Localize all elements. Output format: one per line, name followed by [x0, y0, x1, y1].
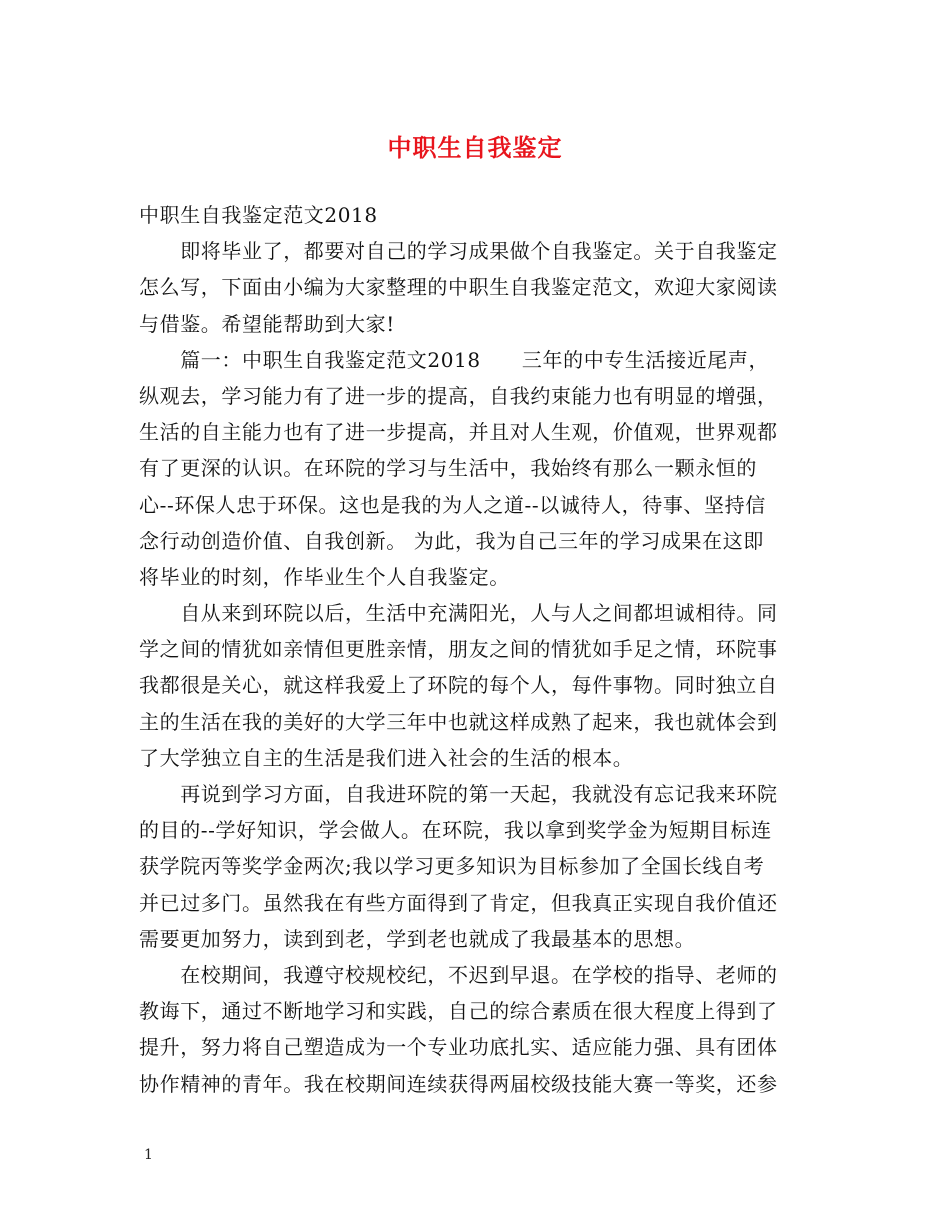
text-line: 有了更深的认识。在环院的学习与生活中，我始终有那么一颗永恒的 — [139, 456, 757, 481]
text-line: 再说到学习方面，自我进环院的第一天起，我就没有忘记我来环院 — [139, 782, 778, 806]
text-line: 获学院丙等奖学金两次;我以学习更多知识为目标参加了全国长线自考 — [139, 854, 765, 879]
text-line: 需要更加努力，读到到老，学到老也就成了我最基本的思想。 — [139, 926, 696, 951]
text-line: 中职生自我鉴定范文2018 — [139, 203, 378, 227]
text-line: 自从来到环院以后，生活中充满阳光，人与人之间都坦诚相待。同 — [139, 601, 778, 626]
text-line: 即将毕业了，都要对自己的学习成果做个自我鉴定。关于自我鉴定 — [139, 239, 778, 264]
text-line: 的目的--学好知识，学会做人。在环院，我以拿到奖学金为短期目标连 — [139, 818, 772, 843]
text-line: 提升，努力将自己塑造成为一个专业功底扎实、适应能力强、具有团体 — [139, 1035, 778, 1060]
text-line: 篇一：中职生自我鉴定范文2018 三年的中专生活接近尾声， — [139, 347, 770, 372]
text-line: 学之间的情犹如亲情但更胜亲情，朋友之间的情犹如手足之情，环院事 — [139, 637, 778, 662]
text-line: 我都很是关心，就这样我爱上了环院的每个人，每件事物。同时独立自 — [139, 673, 778, 698]
document-body — [139, 197, 819, 1102]
text-line: 主的生活在我的美好的大学三年中也就这样成熟了起来，我也就体会到 — [139, 709, 778, 734]
text-line: 心--环保人忠于环保。这也是我的为人之道--以诚待人，待事、坚持信 — [139, 492, 766, 517]
page-number: 1 — [144, 1147, 153, 1163]
text-line: 教诲下，通过不断地学习和实践，自己的综合素质在很大程度上得到了 — [139, 999, 778, 1024]
text-line: 念行动创造价值、自我创新。 为此，我为自己三年的学习成果在这即 — [139, 528, 764, 553]
text-line: 生活的自主能力也有了进一步提高，并且对人生观，价值观，世界观都 — [139, 420, 778, 445]
text-line: 协作精神的青年。我在校期间连续获得两届校级技能大赛一等奖，还参 — [139, 1071, 778, 1096]
text-line: 与借鉴。希望能帮助到大家! — [139, 311, 395, 336]
text-line: 纵观去，学习能力有了进一步的提高，自我约束能力也有明显的增强， — [139, 383, 778, 408]
text-line: 怎么写，下面由小编为大家整理的中职生自我鉴定范文，欢迎大家阅读 — [139, 275, 778, 300]
text-line: 并已过多门。虽然我在有些方面得到了肯定，但我真正实现自我价值还 — [139, 890, 778, 915]
text-line: 了大学独立自主的生活是我们进入社会的生活的根本。 — [139, 745, 634, 770]
document-title: 中职生自我鉴定 — [387, 133, 563, 162]
text-line: 在校期间，我遵守校规校纪，不迟到早退。在学校的指导、老师的 — [139, 962, 778, 987]
text-line: 将毕业的时刻，作毕业生个人自我鉴定。 — [139, 564, 510, 589]
